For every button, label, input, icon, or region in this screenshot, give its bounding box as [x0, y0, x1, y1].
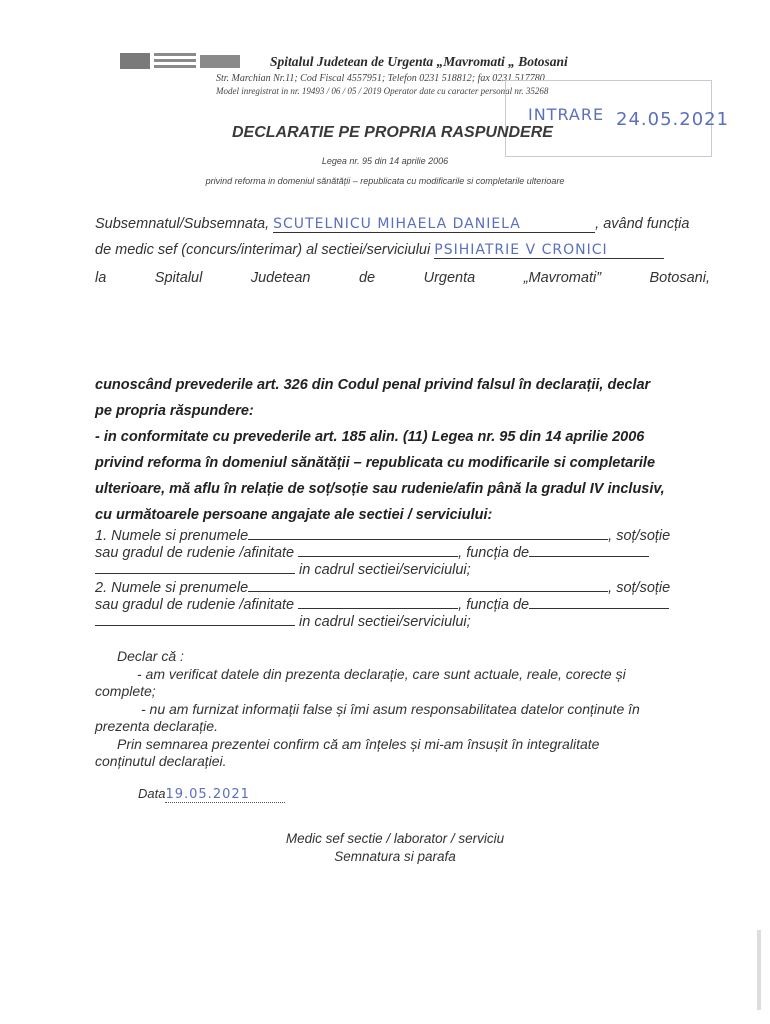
hospital-name: Spitalul Judetean de Urgenta „Mavromati „ Botosani	[270, 54, 568, 69]
department-label: in cadrul sectiei/serviciului;	[299, 614, 471, 630]
law-subtitle: privind reforma in domeniul sănătății – republicata cu modificarile si completarile ulterioare	[205, 176, 565, 186]
intro-line-3	[95, 270, 710, 286]
date-handwritten: 19.05.2021	[165, 787, 250, 802]
declaration-line: pe propria răspundere:	[95, 403, 254, 419]
declaration-line: cunoscând prevederile art. 326 din Codul penal privind falsul în declarații, declar	[95, 377, 651, 393]
spouse-label: , soț/soție	[608, 580, 671, 596]
degree-label: sau gradul de rudenie /afinitate	[95, 545, 295, 561]
department-field[interactable]	[95, 625, 295, 626]
date-label: Data	[138, 786, 166, 801]
degree-field[interactable]	[298, 608, 458, 609]
hospital-address: Str. Marchian Nr.11; Cod Fiscal 4557951; Telefon 0231 518812; fax 0231 517780	[216, 73, 545, 84]
declar-heading: Declar că :	[117, 648, 184, 664]
intro-prefix: Subsemnatul/Subsemnata,	[95, 216, 270, 232]
law-reference: Legea nr. 95 din 14 aprilie 2006	[321, 156, 449, 166]
stamp-date: 24.05.2021	[616, 109, 730, 130]
person-name-field[interactable]	[248, 591, 608, 592]
declar-section	[95, 648, 713, 771]
function-label: , funcția de	[458, 545, 530, 561]
logo-graphic	[120, 50, 250, 72]
hospital-logo	[120, 50, 250, 72]
spouse-label: , soț/soție	[608, 528, 671, 544]
section-handwritten: PSIHIATRIE V CRONICI	[434, 242, 608, 258]
person-name-label: 2. Numele si prenumele	[95, 580, 249, 596]
registration-line: Model inregistrat in nr. 19493 / 06 / 05 / 2019 Operator date cu caracter personal nr. 35268	[216, 86, 549, 96]
date-field[interactable]	[165, 786, 285, 803]
word: Botosani,	[649, 270, 710, 286]
declaration-block	[95, 372, 715, 528]
function-field[interactable]	[529, 608, 669, 609]
declar-line: - am verificat datele din prezenta declarație, care sunt actuale, reale, corecte și	[137, 665, 626, 682]
stamp-label: INTRARE	[528, 105, 605, 124]
word: la	[95, 270, 107, 286]
declar-line: prezenta declarație.	[95, 718, 218, 734]
declar-line: conținutul declarației.	[95, 753, 227, 769]
scan-edge-mark	[757, 930, 761, 1010]
document-title: DECLARATIE PE PROPRIA RASPUNDERE	[232, 124, 553, 141]
department-label: in cadrul sectiei/serviciului;	[299, 562, 471, 578]
word: de	[358, 270, 376, 286]
date-row	[138, 786, 285, 803]
word: Spitalul	[154, 270, 203, 286]
declar-line: Prin semnarea prezentei confirm că am înțeles și mi-am însușit în integralitate	[117, 735, 600, 752]
degree-field[interactable]	[298, 556, 458, 557]
name-field[interactable]	[273, 216, 595, 233]
intro-suffix: , având funcția	[595, 216, 690, 232]
registration-stamp	[505, 80, 730, 157]
intro-line-2	[95, 242, 710, 259]
word: Urgenta	[423, 270, 476, 286]
degree-label: sau gradul de rudenie /afinitate	[95, 597, 295, 613]
declaration-line: - in conformitate cu prevederile art. 185 alin. (11) Legea nr. 95 din 14 aprilie 2006	[95, 429, 645, 445]
word: „Mavromati”	[523, 270, 602, 286]
declaration-line: cu următoarele persoane angajate ale sectiei / serviciului:	[95, 507, 493, 523]
name-handwritten: SCUTELNICU MIHAELA DANIELA	[273, 216, 521, 232]
person-name-field[interactable]	[248, 539, 608, 540]
word: Judetean	[250, 270, 311, 286]
department-field[interactable]	[95, 573, 295, 574]
function-field[interactable]	[529, 556, 649, 557]
declar-line: complete;	[95, 683, 156, 699]
person-2	[95, 580, 715, 631]
function-label: , funcția de	[458, 597, 530, 613]
person-1	[95, 528, 715, 579]
position-prefix: de medic sef (concurs/interimar) al sectiei/serviciului	[95, 242, 431, 258]
signature-block	[0, 830, 770, 866]
intro-line-1	[95, 216, 710, 233]
section-field[interactable]	[434, 242, 664, 259]
signature-subtitle: Semnatura si parafa	[334, 849, 456, 864]
signature-title: Medic sef sectie / laborator / serviciu	[285, 831, 505, 846]
declaration-line: ulterioare, mă aflu în relație de soț/soție sau rudenie/afin până la gradul IV inclusiv,	[95, 481, 665, 497]
person-name-label: 1. Numele si prenumele	[95, 528, 249, 544]
declaration-line: privind reforma în domeniul sănătății – republicata cu modificarile si completarile	[95, 455, 656, 471]
declar-line: - nu am furnizat informații false și îmi asum responsabilitatea datelor conținute în	[141, 700, 640, 717]
